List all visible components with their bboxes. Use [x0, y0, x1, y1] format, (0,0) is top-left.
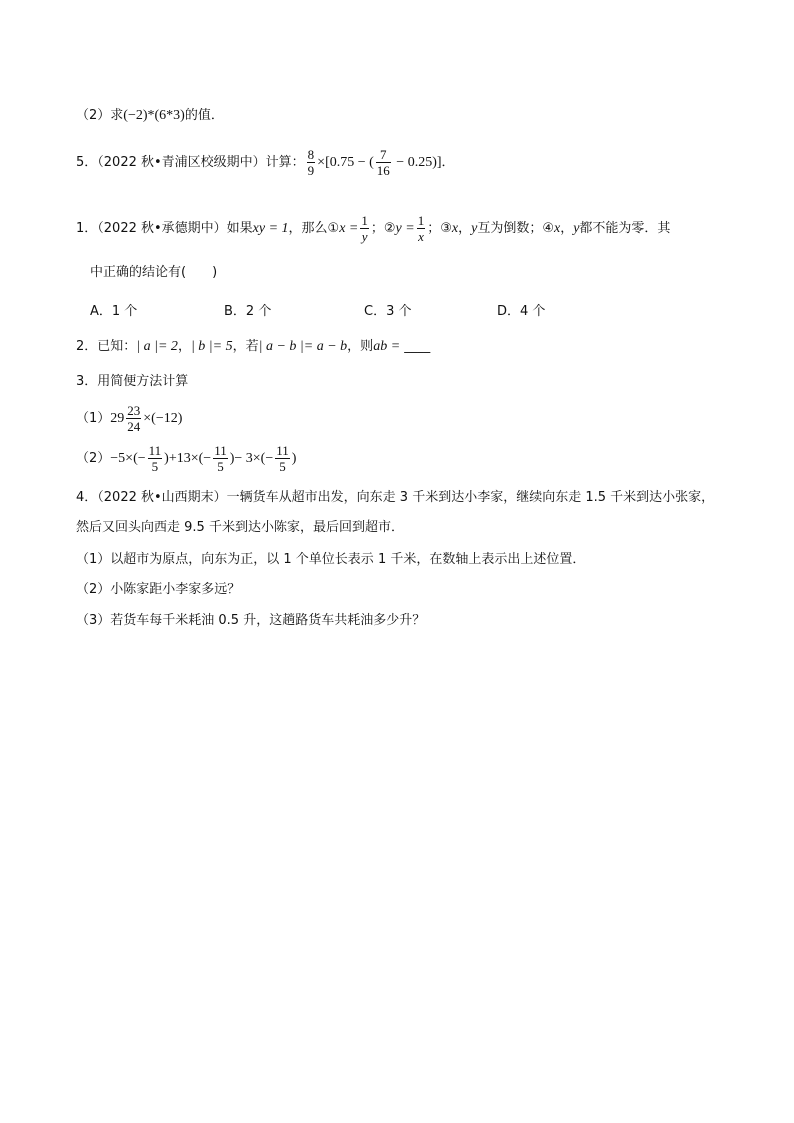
q3-part2-c: )− 3×(− [229, 451, 274, 466]
q5-fraction-2 [376, 147, 391, 178]
q1-fa-numerator: 1 [361, 213, 368, 228]
q1-text-6: ， [560, 221, 574, 236]
q3-part2-label: （2） [76, 451, 111, 466]
q1-text-4: ， [458, 221, 472, 236]
q1-condition: xy = 1 [252, 221, 289, 236]
q3-part1-denominator: 24 [127, 419, 141, 434]
q2-text-1: ， [177, 339, 191, 354]
q1-var-y4: y [573, 221, 580, 236]
prev-part2-expression: (−2)*(6*3) [123, 108, 185, 123]
q3-part1-fraction [126, 403, 141, 434]
q1-option-c: C．3 个 [364, 304, 412, 319]
q1-fb-denominator: x [418, 229, 424, 244]
q3-part2-f1-numerator: 11 [148, 443, 162, 458]
q1-text-3: ；③ [427, 221, 452, 236]
q1-source: （2022 秋•承德期中）如果 [97, 221, 253, 236]
q3-part2-f3-denominator: 5 [279, 459, 286, 474]
q3-part2-f2-numerator: 11 [214, 443, 227, 458]
q5-source: （2022 秋•青浦区校级期中）计算： [97, 155, 305, 170]
question-2 [76, 337, 430, 357]
q1-fraction-b [417, 213, 426, 244]
q3-part2-fraction-2 [213, 443, 228, 474]
q5-tail: ． [441, 155, 455, 170]
q3-part2-f3-numerator: 11 [276, 443, 289, 458]
q3-part2-fraction-3 [275, 443, 290, 474]
question-5 [76, 146, 455, 180]
q1-text-1: ，那么① [288, 221, 340, 236]
q5-f1-numerator: 8 [307, 147, 315, 162]
q1-fraction-a [360, 213, 369, 244]
q5-expr-2: − 0.25)] [392, 155, 442, 170]
q1-var-x3: x [451, 221, 459, 236]
q2-expr-2: | b |= 5 [190, 339, 233, 354]
q1-option-b: B．2 个 [224, 304, 272, 319]
q5-f2-numerator: 7 [376, 147, 391, 163]
q3-part2-fraction-1 [148, 443, 163, 474]
q2-expr-3: | a − b |= a − b [258, 339, 348, 354]
q1-y-equals: y = [395, 221, 415, 236]
question-3-title: 3．用简便方法计算 [76, 374, 189, 389]
q3-part2-a: −5×(− [110, 451, 146, 466]
q1-fb-numerator: 1 [417, 213, 425, 228]
q2-expr-1: | a |= 2 [136, 339, 178, 354]
q3-part1-numerator: 23 [127, 403, 141, 418]
q5-f1-denominator: 9 [307, 163, 315, 178]
q5-f2-denominator: 16 [376, 163, 390, 178]
q1-var-x4: x [553, 221, 561, 236]
q2-answer-blank: ____ [404, 339, 431, 354]
q1-text-5: 互为倒数；④ [477, 221, 554, 236]
question-4-part-2: （2）小陈家距小李家多远？ [76, 582, 241, 597]
question-4-line-1: 4．（2022 秋•山西期末）一辆货车从超市出发，向东走 3 千米到达小李家，继续向东走 1.5 千米到达小张家， [76, 490, 715, 505]
q1-var-y3: y [471, 221, 478, 236]
q1-text-7: 都不能为零．其 [579, 221, 671, 236]
prev-part2-tail: 的值． [184, 108, 224, 123]
q3-part1-tail: ×(−12) [143, 411, 183, 426]
q5-number: 5． [76, 155, 98, 170]
q2-expr-4: ab = [373, 339, 401, 354]
q1-option-d: D．4 个 [497, 304, 546, 319]
q3-part1-integer: 29 [110, 411, 125, 426]
q3-part1-label: （1） [76, 411, 111, 426]
q1-text-2: ；② [370, 221, 396, 236]
q2-text-2: ，若 [232, 339, 259, 354]
question-1-line-2: 中正确的结论有( ) [90, 265, 218, 280]
question-3-part-2 [76, 442, 296, 476]
question-4-line-2: 然后又回头向西走 9.5 千米到达小陈家，最后回到超市． [76, 520, 404, 535]
question-4-part-3: （3）若货车每千米耗油 0.5 升，这趟路货车共耗油多少升？ [76, 613, 426, 628]
q3-part2-f1-denominator: 5 [151, 459, 159, 474]
q1-number: 1． [76, 221, 98, 236]
q1-x-equals: x = [339, 221, 359, 236]
question-4-part-1: （1）以超市为原点，向东为正，以 1 个单位长表示 1 千米，在数轴上表示出上述位置． [76, 552, 586, 567]
q1-option-a: A．1 个 [90, 304, 138, 319]
prev-part2-label: （2）求 [76, 108, 124, 123]
prev-question-part2 [76, 106, 224, 126]
q3-part2-f2-denominator: 5 [217, 459, 224, 474]
q2-number: 2．已知： [76, 339, 137, 354]
q3-part2-d: ) [291, 451, 297, 466]
question-1-line-1 [76, 212, 670, 246]
q5-expr-1: ×[0.75 − ( [317, 155, 374, 170]
question-3-part-1 [76, 402, 182, 436]
q3-part2-b: )+13×(− [164, 451, 212, 466]
q5-fraction-1 [307, 147, 316, 178]
q2-text-3: ，则 [347, 339, 374, 354]
q1-fa-denominator: y [361, 229, 368, 244]
